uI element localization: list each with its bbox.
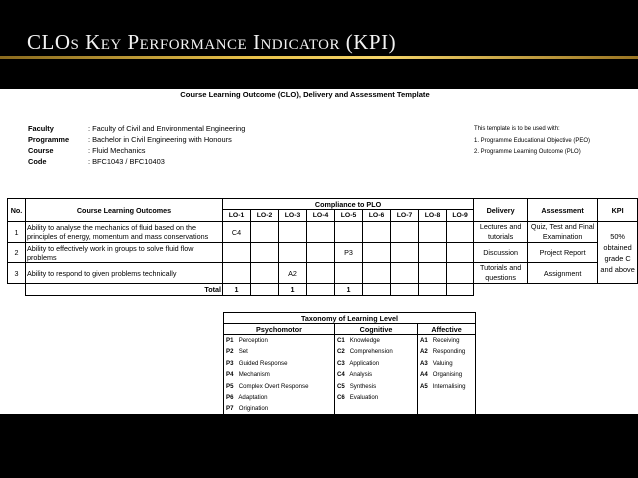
slide-title: CLOs Key Performance Indicator (KPI) bbox=[27, 30, 397, 54]
lo-cell bbox=[363, 263, 391, 284]
document-title: Course Learning Outcome (CLO), Delivery and Assessment Template bbox=[180, 90, 430, 99]
header-lo: LO-7 bbox=[391, 210, 419, 222]
total-cell: 1 bbox=[335, 284, 363, 296]
meta-label: Course bbox=[28, 146, 54, 155]
level-label: Analysis bbox=[349, 371, 373, 379]
list-item bbox=[226, 335, 332, 346]
total-row bbox=[8, 284, 638, 296]
level-label: Comprehension bbox=[349, 348, 393, 356]
meta-label: Code bbox=[28, 157, 47, 166]
meta-label: Programme bbox=[28, 135, 70, 144]
header-kpi: KPI bbox=[598, 199, 638, 222]
meta-row-programme bbox=[28, 134, 245, 145]
level-code: P7 bbox=[226, 405, 234, 413]
lo-cell bbox=[363, 222, 391, 243]
lo-cell bbox=[419, 263, 447, 284]
level-label: Mechanism bbox=[238, 371, 270, 379]
lo-cell bbox=[391, 263, 419, 284]
level-label: Guided Response bbox=[238, 359, 288, 367]
meta-value: : BFC1043 / BFC10403 bbox=[88, 157, 165, 166]
total-cell bbox=[363, 284, 391, 296]
clo-table bbox=[7, 198, 638, 296]
template-notes bbox=[474, 124, 590, 158]
level-label: Valuing bbox=[432, 359, 453, 367]
header-lo: LO-1 bbox=[223, 210, 251, 222]
lo-cell bbox=[391, 243, 419, 263]
lo-cell: C4 bbox=[223, 222, 251, 243]
lo-cell bbox=[223, 263, 251, 284]
level-code: P4 bbox=[226, 371, 234, 379]
note-line: 2. Programme Learning Outcome (PLO) bbox=[474, 149, 581, 155]
meta-row-faculty bbox=[28, 123, 245, 134]
header-lo: LO-6 bbox=[363, 210, 391, 222]
header-assessment: Assessment bbox=[528, 199, 598, 222]
level-code: A3 bbox=[420, 359, 428, 367]
psychomotor-list bbox=[224, 335, 335, 416]
list-item bbox=[420, 346, 473, 357]
affective-list bbox=[418, 335, 476, 416]
list-item bbox=[226, 381, 332, 392]
total-cell bbox=[419, 284, 447, 296]
level-code: P6 bbox=[226, 393, 234, 401]
list-item bbox=[226, 346, 332, 357]
gold-divider bbox=[0, 56, 638, 59]
meta-row-course bbox=[28, 145, 245, 156]
row-number: 3 bbox=[8, 263, 26, 284]
row-number: 2 bbox=[8, 243, 26, 263]
list-item bbox=[420, 358, 473, 369]
course-meta bbox=[28, 123, 245, 167]
level-label: Perception bbox=[238, 337, 268, 344]
level-code: C3 bbox=[337, 359, 345, 367]
note-line: 1. Programme Educational Objective (PEO) bbox=[474, 137, 591, 144]
total-cell bbox=[447, 284, 474, 296]
lo-cell: A2 bbox=[279, 263, 307, 284]
list-item bbox=[337, 381, 415, 392]
level-label: Set bbox=[238, 348, 248, 356]
level-label: Knowledge bbox=[349, 337, 380, 344]
delivery-cell: Discussion bbox=[474, 243, 528, 263]
assessment-cell: Quiz, Test and Final Examination bbox=[528, 222, 598, 243]
list-item bbox=[337, 392, 415, 403]
level-code: P2 bbox=[226, 348, 234, 356]
level-label: Internalising bbox=[432, 382, 466, 390]
level-code: A1 bbox=[420, 337, 428, 344]
lo-cell bbox=[251, 263, 279, 284]
list-item bbox=[226, 392, 332, 403]
header-lo: LO-5 bbox=[335, 210, 363, 222]
header-lo: LO-9 bbox=[447, 210, 474, 222]
total-label: Total bbox=[26, 284, 223, 296]
table-row bbox=[8, 243, 638, 263]
level-code: A2 bbox=[420, 348, 428, 356]
level-code: P5 bbox=[226, 382, 234, 390]
header-outcomes: Course Learning Outcomes bbox=[26, 199, 223, 222]
table-row bbox=[8, 222, 638, 243]
lo-cell bbox=[307, 222, 335, 243]
note-line: This template is to be used with: bbox=[474, 126, 560, 132]
meta-label: Faculty bbox=[28, 124, 54, 133]
lo-cell bbox=[363, 243, 391, 263]
level-label: Organising bbox=[432, 371, 463, 379]
header-lo: LO-4 bbox=[307, 210, 335, 222]
list-item bbox=[420, 335, 473, 346]
lo-cell bbox=[447, 243, 474, 263]
meta-value: : Fluid Mechanics bbox=[88, 146, 146, 155]
lo-cell bbox=[223, 243, 251, 263]
cognitive-list bbox=[335, 335, 418, 416]
header-no: No. bbox=[8, 199, 26, 222]
lo-cell bbox=[279, 222, 307, 243]
list-item bbox=[337, 346, 415, 357]
list-item bbox=[226, 358, 332, 369]
lo-cell bbox=[447, 222, 474, 243]
assessment-cell: Assignment bbox=[528, 263, 598, 284]
level-label: Responding bbox=[432, 348, 466, 356]
level-label: Origination bbox=[238, 405, 269, 413]
meta-value: : Bachelor in Civil Engineering with Honours bbox=[88, 135, 232, 144]
list-item bbox=[337, 358, 415, 369]
lo-cell bbox=[251, 222, 279, 243]
row-number: 1 bbox=[8, 222, 26, 243]
lo-cell bbox=[279, 243, 307, 263]
taxonomy-heading-psychomotor: Psychomotor bbox=[224, 324, 335, 335]
assessment-cell: Project Report bbox=[528, 243, 598, 263]
lo-cell bbox=[391, 222, 419, 243]
list-item bbox=[337, 369, 415, 380]
meta-value: : Faculty of Civil and Environmental Engineering bbox=[88, 124, 246, 133]
lo-cell bbox=[419, 243, 447, 263]
list-item bbox=[337, 335, 415, 346]
list-item bbox=[420, 381, 473, 392]
total-cell: 1 bbox=[223, 284, 251, 296]
meta-row-code bbox=[28, 156, 245, 167]
total-cell bbox=[307, 284, 335, 296]
level-code: C5 bbox=[337, 382, 345, 390]
level-code: C1 bbox=[337, 337, 345, 344]
level-label: Adaptation bbox=[238, 393, 268, 401]
level-label: Evaluation bbox=[349, 393, 379, 401]
lo-cell: P3 bbox=[335, 243, 363, 263]
header-lo: LO-2 bbox=[251, 210, 279, 222]
table-row bbox=[8, 263, 638, 284]
level-code: P3 bbox=[226, 359, 234, 367]
total-cell bbox=[251, 284, 279, 296]
lo-cell bbox=[307, 263, 335, 284]
level-code: C2 bbox=[337, 348, 345, 356]
list-item bbox=[226, 369, 332, 380]
level-code: A4 bbox=[420, 371, 428, 379]
header-lo: LO-3 bbox=[279, 210, 307, 222]
lo-cell bbox=[335, 222, 363, 243]
lo-cell bbox=[251, 243, 279, 263]
level-label: Synthesis bbox=[349, 382, 377, 390]
lo-cell bbox=[307, 243, 335, 263]
list-item bbox=[226, 403, 332, 414]
delivery-cell: Lectures and tutorials bbox=[474, 222, 528, 243]
taxonomy-heading-affective: Affective bbox=[418, 324, 476, 335]
taxonomy-table bbox=[223, 312, 476, 416]
list-item bbox=[420, 369, 473, 380]
level-label: Complex Overt Response bbox=[238, 382, 309, 390]
total-cell bbox=[391, 284, 419, 296]
level-label: Application bbox=[349, 359, 380, 367]
header-delivery: Delivery bbox=[474, 199, 528, 222]
level-code: C4 bbox=[337, 371, 345, 379]
level-code: A5 bbox=[420, 382, 428, 390]
lo-cell bbox=[447, 263, 474, 284]
level-code: C6 bbox=[337, 393, 345, 401]
level-code: P1 bbox=[226, 337, 234, 344]
lo-cell bbox=[335, 263, 363, 284]
header-compliance: Compliance to PLO bbox=[223, 199, 474, 210]
outcome-text: Ability to respond to given problems technically bbox=[26, 263, 223, 284]
header-lo: LO-8 bbox=[419, 210, 447, 222]
outcome-text: Ability to effectively work in groups to solve fluid flow problems bbox=[26, 243, 223, 263]
taxonomy-title: Taxonomy of Learning Level bbox=[224, 313, 476, 324]
document-sheet bbox=[0, 89, 638, 414]
taxonomy-heading-cognitive: Cognitive bbox=[335, 324, 418, 335]
kpi-cell: 50% obtained grade C and above bbox=[598, 222, 638, 284]
outcome-text: Ability to analyse the mechanics of fluid based on the principles of energy, momentum and mass conservations bbox=[26, 222, 223, 243]
delivery-cell: Tutorials and questions bbox=[474, 263, 528, 284]
total-cell: 1 bbox=[279, 284, 307, 296]
level-label: Receiving bbox=[432, 337, 460, 344]
lo-cell bbox=[419, 222, 447, 243]
